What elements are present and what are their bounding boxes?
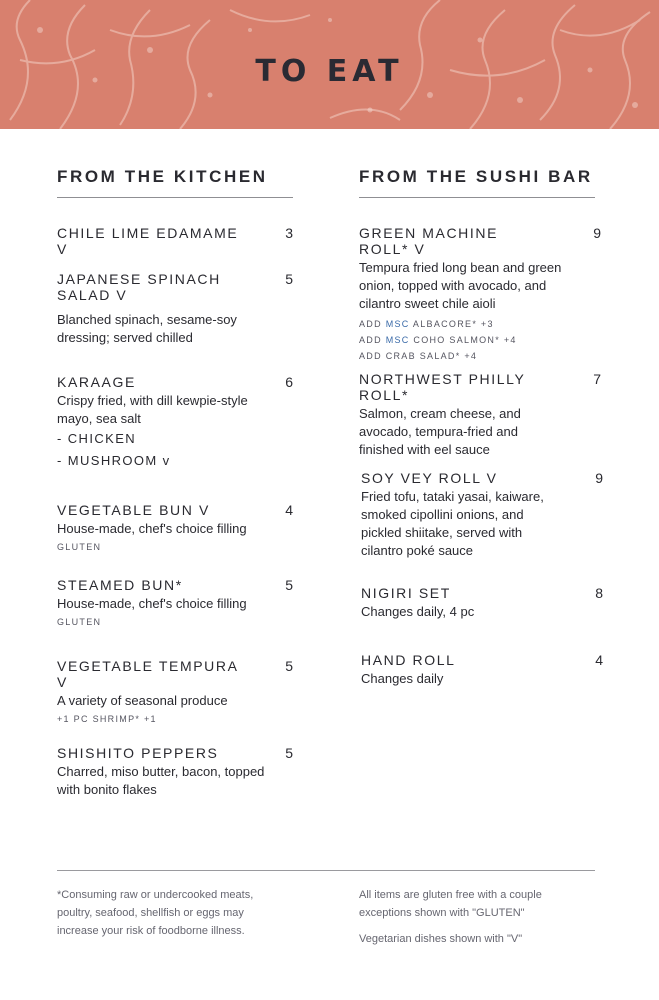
item-price: 5 bbox=[285, 271, 293, 287]
menu-item bbox=[57, 745, 293, 799]
page-title: TO EAT bbox=[255, 54, 404, 89]
item-description: House-made, chef's choice filling bbox=[57, 521, 247, 536]
item-price: 9 bbox=[593, 225, 601, 241]
menu-item bbox=[359, 371, 601, 459]
item-price: 8 bbox=[595, 585, 603, 601]
addon-line: ADD MSC COHO SALMON* +4 bbox=[359, 335, 517, 345]
item-option: - MUSHROOM v bbox=[57, 453, 171, 468]
item-description: Salmon, cream cheese, and avocado, tempura-fried and finished with eel sauce bbox=[359, 406, 521, 457]
item-description: House-made, chef's choice filling bbox=[57, 596, 247, 611]
item-description: Tempura fried long bean and green onion, topped with avocado, and cilantro sweet chile aioli bbox=[359, 260, 562, 311]
item-description: Changes daily, 4 pc bbox=[361, 604, 475, 619]
item-name: HAND ROLL bbox=[361, 652, 456, 668]
addon-line: ADD MSC ALBACORE* +3 bbox=[359, 319, 494, 329]
kitchen-section-title: FROM THE KITCHEN bbox=[57, 167, 268, 186]
item-name: KARAAGE bbox=[57, 374, 136, 390]
item-description: Charred, miso butter, bacon, topped with bonito flakes bbox=[57, 764, 265, 797]
vegetarian-note: Vegetarian dishes shown with "V" bbox=[359, 933, 523, 945]
item-description: A variety of seasonal produce bbox=[57, 693, 228, 708]
menu-item bbox=[361, 585, 603, 621]
menu-item bbox=[359, 225, 601, 363]
item-option: - CHICKEN bbox=[57, 431, 137, 446]
item-price: 5 bbox=[285, 577, 293, 593]
item-name: NORTHWEST PHILLY ROLL* bbox=[359, 371, 526, 403]
menu-item bbox=[57, 271, 293, 347]
header-banner bbox=[0, 0, 659, 129]
menu-item bbox=[57, 374, 293, 472]
item-description: Fried tofu, tataki yasai, kaiware, smoked cipollini onions, and pickled shiitake, served with cilantro poké sauce bbox=[361, 489, 544, 558]
raw-food-warning: *Consuming raw or undercooked meats, poultry, seafood, shellfish or eggs may increase your risk of foodborne illness. bbox=[57, 889, 254, 937]
item-name: CHILE LIME EDAMAME V bbox=[57, 225, 239, 257]
sushi-divider bbox=[359, 197, 595, 198]
item-name: STEAMED BUN* bbox=[57, 577, 183, 593]
footer-divider bbox=[57, 870, 595, 871]
menu-item bbox=[57, 225, 293, 257]
item-price: 4 bbox=[595, 652, 603, 668]
item-name: GREEN MACHINE ROLL* V bbox=[359, 225, 499, 257]
sushi-section-title: FROM THE SUSHI BAR bbox=[359, 167, 593, 186]
item-description: Crispy fried, with dill kewpie-style mayo, sea salt bbox=[57, 393, 248, 426]
item-name: VEGETABLE BUN V bbox=[57, 502, 210, 518]
menu-item bbox=[361, 470, 603, 560]
gluten-tag: GLUTEN bbox=[57, 542, 102, 552]
item-price: 7 bbox=[593, 371, 601, 387]
item-description: Changes daily bbox=[361, 671, 444, 686]
item-name: VEGETABLE TEMPURA V bbox=[57, 658, 238, 690]
gluten-tag: GLUTEN bbox=[57, 617, 102, 627]
item-name: SOY VEY ROLL V bbox=[361, 470, 498, 486]
item-price: 5 bbox=[285, 745, 293, 761]
item-name: JAPANESE SPINACH SALAD V bbox=[57, 271, 221, 303]
addon-tag: +1 PC SHRIMP* +1 bbox=[57, 714, 157, 724]
gluten-note: All items are gluten free with a couple exceptions shown with "GLUTEN" bbox=[359, 889, 542, 919]
addon-line: ADD CRAB SALAD* +4 bbox=[359, 351, 478, 361]
item-price: 5 bbox=[285, 658, 293, 674]
item-price: 4 bbox=[285, 502, 293, 518]
item-name: NIGIRI SET bbox=[361, 585, 451, 601]
item-price: 3 bbox=[285, 225, 293, 241]
menu-item bbox=[57, 577, 293, 629]
item-price: 6 bbox=[285, 374, 293, 390]
menu-item bbox=[361, 652, 603, 688]
menu-item bbox=[57, 658, 293, 726]
kitchen-divider bbox=[57, 197, 293, 198]
item-price: 9 bbox=[595, 470, 603, 486]
item-description: Blanched spinach, sesame-soy dressing; served chilled bbox=[57, 312, 237, 345]
item-name: SHISHITO PEPPERS bbox=[57, 745, 219, 761]
menu-item bbox=[57, 502, 293, 554]
